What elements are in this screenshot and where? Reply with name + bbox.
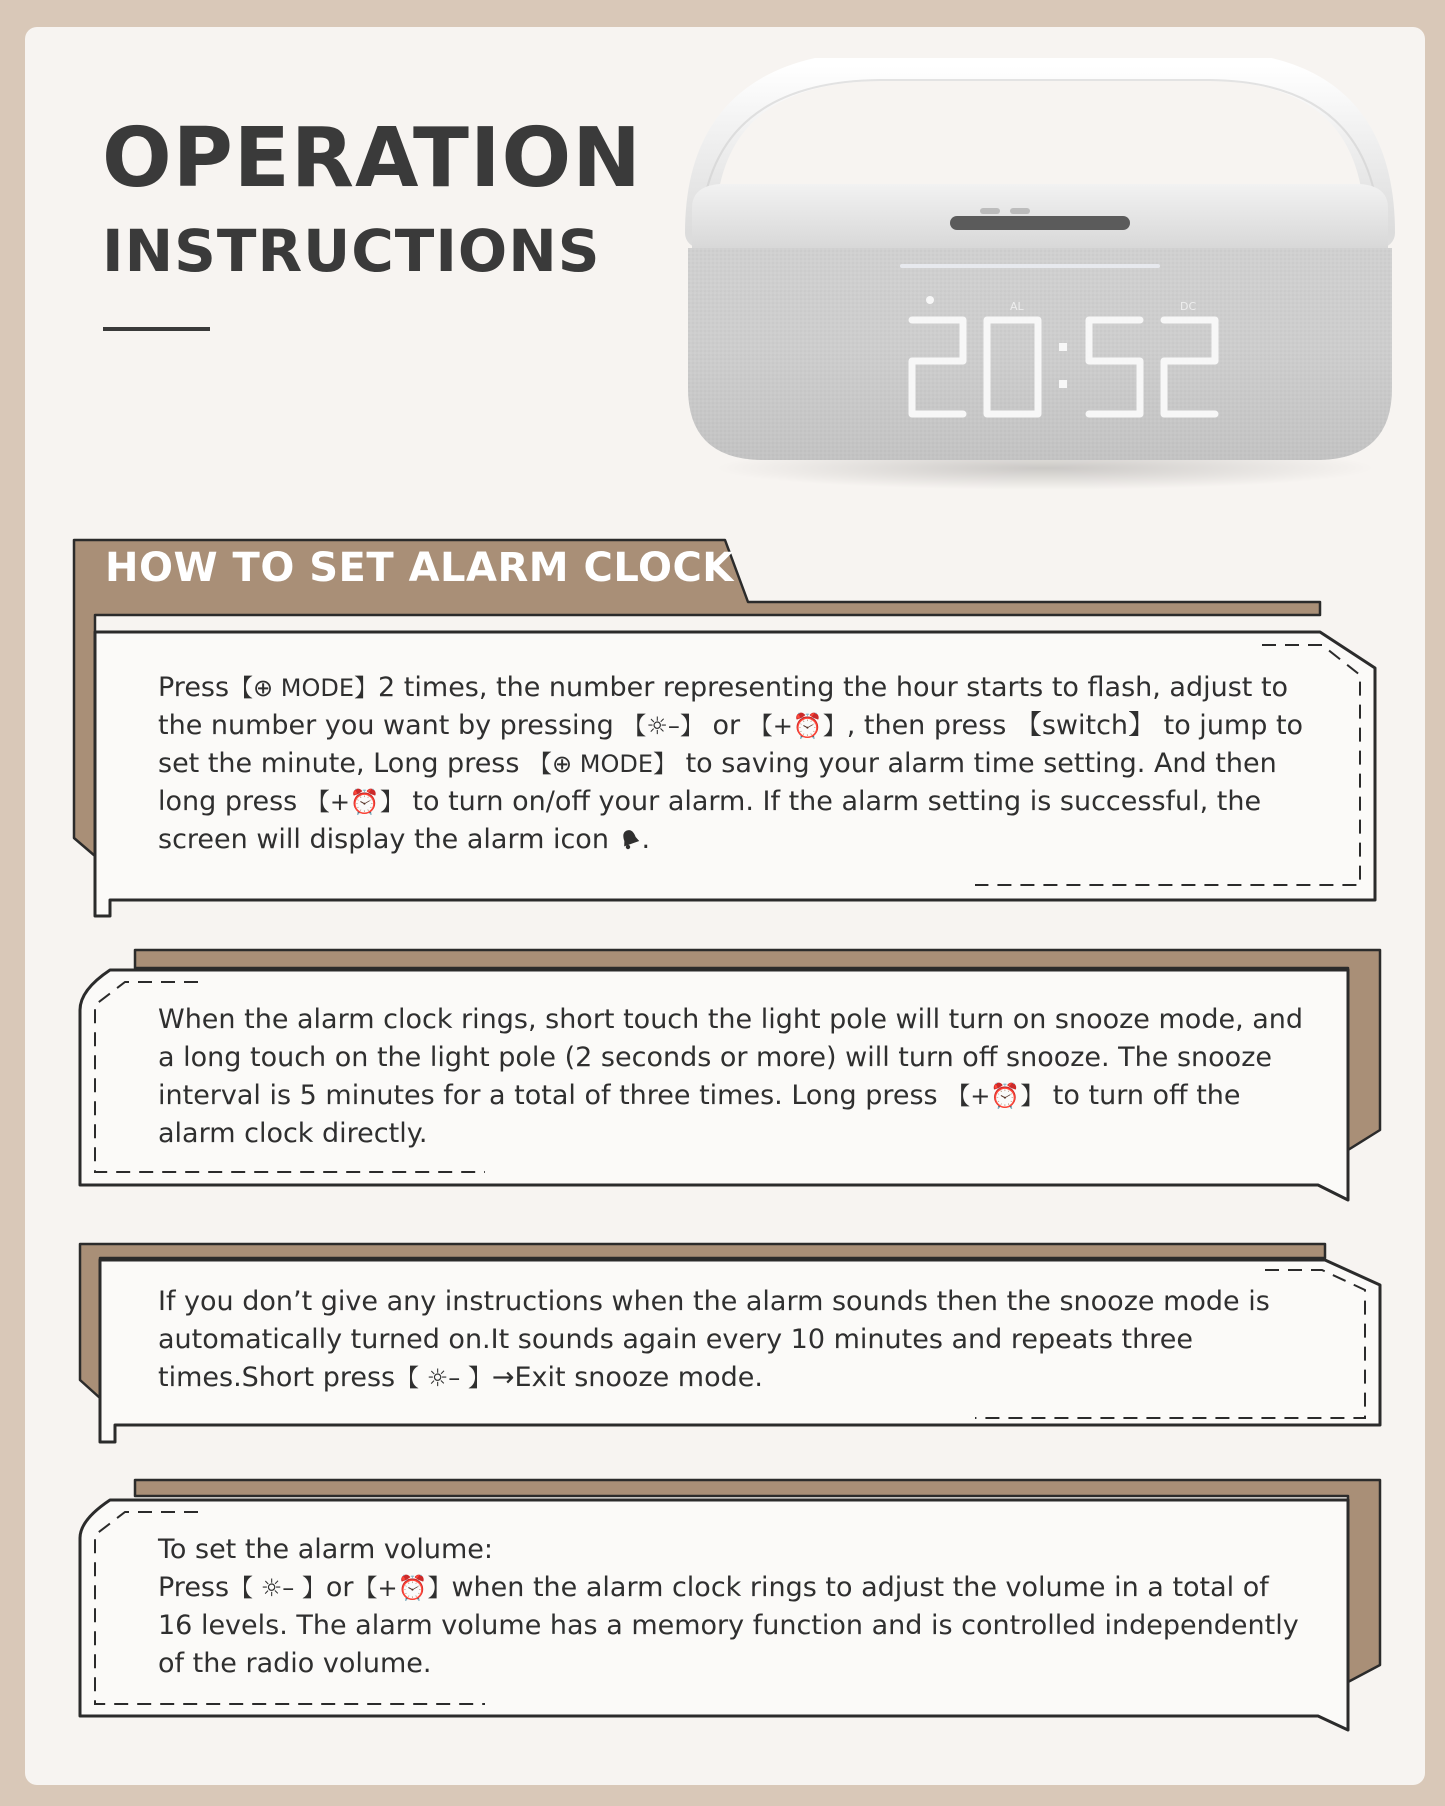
page-subtitle: INSTRUCTIONS [102,217,601,285]
svg-text:DC: DC [1180,300,1197,313]
text: to turn on/off your alarm. If the alarm setting is successful, the screen will display the alarm icon [158,786,1262,855]
sun-minus-icon: 【☼–】 [622,712,704,740]
text: Exit snooze mode. [514,1362,763,1393]
auto-snooze-instructions [158,1283,1318,1397]
page-title: OPERATION [102,111,642,206]
text: Press [158,1572,230,1603]
text: or [325,1572,354,1603]
text: 2 times, the number representing the hour starts to flash, adjust to the number you want by pressing [158,672,1289,741]
plus-alarm-icon: 【+⏰】 [305,788,404,816]
plus-alarm-icon: 【+⏰】 [353,1574,452,1602]
sun-minus-icon: 【 ☼– 】 [395,1364,492,1392]
sun-minus-icon: 【 ☼– 】 [229,1574,326,1602]
alarm-setting-instructions [158,669,1308,859]
text: or [703,710,749,741]
plus-alarm-icon: 【+⏰】 [946,1082,1045,1110]
right-arrow-icon: → [491,1362,515,1393]
text: If you don’t give any instructions when the alarm sounds then the snooze mode is automatically turned on.It sounds again every 10 minutes and repeats three times.Short press [158,1286,1270,1393]
text: Press [158,672,230,703]
plus-alarm-icon: 【+⏰】 [748,712,847,740]
bell-icon [618,827,642,851]
text: , then press 【switch】 to jump to set the minute, Long press [158,710,1304,779]
svg-text:AL: AL [1010,300,1024,313]
text: when the alarm clock rings to adjust the volume in a total of 16 levels. The alarm volume has a memory function and is controlled independently of the radio volume. [158,1572,1299,1679]
snooze-instructions [158,1001,1308,1153]
text: to turn off the alarm clock directly. [158,1080,1241,1149]
section-title: HOW TO SET ALARM CLOCK [105,545,734,591]
clock-mode-icon: 【⊕ MODE】 [528,750,678,778]
alarm-volume-instructions [158,1531,1308,1683]
text: When the alarm clock rings, short touch the light pole will turn on snooze mode, and a long touch on the light pole (2 seconds or more) will turn off snooze. The snooze interval is 5 minutes for a total of three times. Long press [158,1004,1304,1111]
clock-mode-icon: 【⊕ MODE】 [229,674,379,702]
text: to saving your alarm time setting. And then long press [158,748,1277,817]
volume-heading: To set the alarm volume: [158,1534,493,1565]
text: . [641,824,651,855]
